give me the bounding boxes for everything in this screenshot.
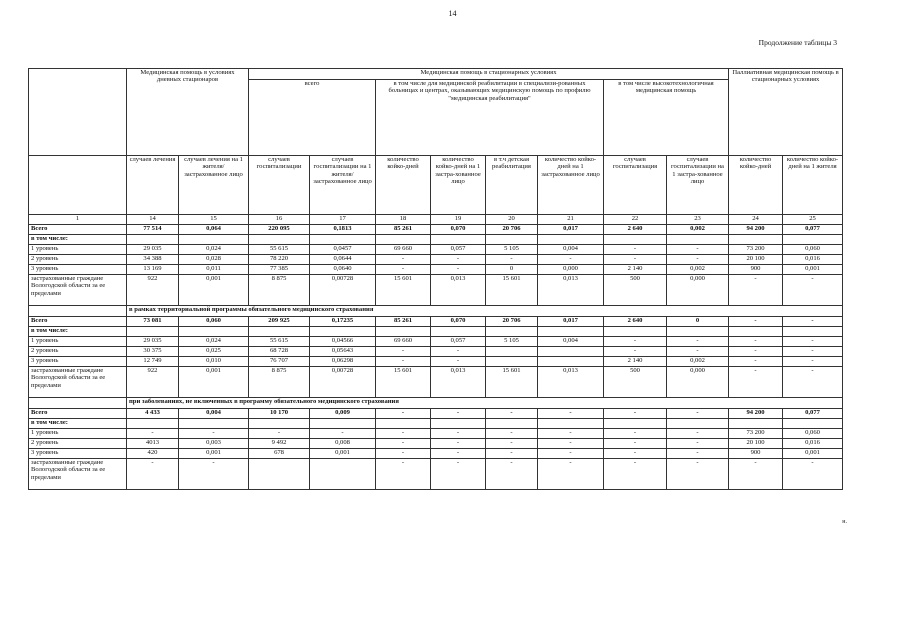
table-cell: - [604,449,667,459]
table-cell: 0,00728 [310,367,376,398]
table-cell: 4 433 [127,409,179,419]
table-cell: 5 105 [486,337,538,347]
table-cell [310,419,376,429]
table-cell: 0,077 [783,225,843,235]
table-cell [604,327,667,337]
table-cell [538,327,604,337]
row-label: 2 уровень [29,347,127,357]
table-cell: 0,016 [783,255,843,265]
table-cell [249,327,310,337]
table-cell: - [376,357,431,367]
table-cell: 0,057 [431,245,486,255]
table-cell: 0,004 [179,409,249,419]
column-number: 17 [310,215,376,225]
table-cell: 8 875 [249,367,310,398]
table-cell: 922 [127,367,179,398]
table-cell [249,459,310,490]
table-cell: - [667,337,729,347]
table-cell: 0,013 [538,275,604,306]
table-cell: 20 100 [729,255,783,265]
data-table [28,68,843,490]
table-cell [783,327,843,337]
table-cell: 30 375 [127,347,179,357]
table-cell [667,235,729,245]
table-cell: - [431,439,486,449]
table-cell: - [127,429,179,439]
column-header: случаев госпитализации на 1 застра-хованное лицо [667,156,729,215]
table-cell: - [783,459,843,490]
table-cell: 55 615 [249,245,310,255]
table-cell: 0,077 [783,409,843,419]
table-cell: 900 [729,265,783,275]
table-cell: 0,0644 [310,255,376,265]
table-cell: 0,057 [431,337,486,347]
table-cell: 0,004 [538,337,604,347]
table-cell: - [783,357,843,367]
table-cell: 69 660 [376,337,431,347]
table-cell: 15 601 [376,275,431,306]
table-cell: 0,016 [783,439,843,449]
column-number: 22 [604,215,667,225]
table-cell: 0,04566 [310,337,376,347]
table-cell: 0,000 [667,275,729,306]
table-cell: 8 875 [249,275,310,306]
table-cell [179,419,249,429]
table-row [29,367,843,398]
table-cell [604,419,667,429]
table-cell: - [729,317,783,327]
table-cell: - [486,459,538,490]
table-cell: - [667,347,729,357]
column-number: 25 [783,215,843,225]
table-cell: 0,17235 [310,317,376,327]
table-cell: 13 169 [127,265,179,275]
column-number: 21 [538,215,604,225]
row-label: 3 уровень [29,357,127,367]
section-row [29,398,843,409]
row-label: 1 уровень [29,337,127,347]
table-cell: 0,004 [538,245,604,255]
table-cell: 77 514 [127,225,179,235]
table-cell: - [376,449,431,459]
table-cell: 10 170 [249,409,310,419]
column-header: количество койко-дней [729,156,783,215]
column-header: количество койко-дней на 1 застрахованное лицо [538,156,604,215]
table-cell: - [729,337,783,347]
table-cell: - [604,439,667,449]
table-cell: 0,013 [538,367,604,398]
table-row [29,459,843,490]
table-cell: 0 [486,265,538,275]
table-row [29,357,843,367]
table-cell [127,327,179,337]
table-cell: 0,070 [431,225,486,235]
table-cell: - [667,459,729,490]
table-cell: 78 220 [249,255,310,265]
table-cell: 0,000 [667,367,729,398]
column-header: случаев госпитализации [249,156,310,215]
table-cell: - [538,409,604,419]
table-cell: - [431,409,486,419]
column-number: 20 [486,215,538,225]
table-cell: 15 601 [486,275,538,306]
row-label: в том числе: [29,235,127,245]
table-cell: 0,060 [179,317,249,327]
table-cell: - [729,347,783,357]
table-cell: - [376,265,431,275]
table-cell: 0,06298 [310,357,376,367]
stub-header [29,69,127,156]
table-cell: - [604,337,667,347]
table-cell: - [310,429,376,439]
table-cell: - [729,459,783,490]
table-cell: - [376,255,431,265]
table-row [29,409,843,419]
table-cell: 0,001 [783,265,843,275]
table-cell: 0,00728 [310,275,376,306]
column-number: 1 [29,215,127,225]
group-rehab: в том числе для медицинской реабилитации в специализи-рованных больницах и центрах, оказывающих медицинскую помощь по профилю "медицинская реабилитация" [376,80,604,156]
table-cell: 678 [249,449,310,459]
table-cell: 0,001 [179,367,249,398]
table-cell: - [538,429,604,439]
table-cell: - [604,429,667,439]
column-number: 24 [729,215,783,225]
table-cell [538,347,604,357]
group-day-hospital: Медицинская помощь в условиях дневных стационаров [127,69,249,156]
table-cell: - [376,409,431,419]
table-cell: - [667,449,729,459]
table-cell: 15 601 [486,367,538,398]
table-cell: - [486,439,538,449]
section-row [29,306,843,317]
table-cell: 0,024 [179,337,249,347]
table-cell [127,235,179,245]
table-cell: 0,001 [310,449,376,459]
column-header: количество койко-дней на 1 застра-хованное лицо [431,156,486,215]
table-cell: 0,003 [179,439,249,449]
table-cell: 73 200 [729,429,783,439]
table-cell [376,327,431,337]
table-cell [604,235,667,245]
table-cell [179,235,249,245]
table-cell: 0,002 [667,357,729,367]
table-cell [249,235,310,245]
table-cell: 85 261 [376,225,431,235]
table-cell: 500 [604,275,667,306]
table-cell [249,419,310,429]
table-cell: - [604,255,667,265]
table-cell: - [538,459,604,490]
table-cell: 9 492 [249,439,310,449]
row-label: в том числе: [29,327,127,337]
table-cell: 29 035 [127,245,179,255]
table-cell: - [486,409,538,419]
row-label: Всего [29,317,127,327]
table-cell: - [486,255,538,265]
table-row [29,225,843,235]
table-cell [310,459,376,490]
table-cell: 15 601 [376,367,431,398]
table-cell: 0,011 [179,265,249,275]
table-cell [729,327,783,337]
table-cell: 0,0457 [310,245,376,255]
table-cell: - [486,449,538,459]
table-row [29,327,843,337]
column-header: случаев госпитализации на 1 жителя/ застрахованное лицо [310,156,376,215]
table-cell: 0 [667,317,729,327]
table-cell: 0,001 [179,449,249,459]
table-cell [310,235,376,245]
table-cell [729,235,783,245]
page-number: 14 [448,9,457,18]
table-cell: 76 707 [249,357,310,367]
table-cell: - [179,429,249,439]
table-cell: - [431,449,486,459]
row-label: 3 уровень [29,449,127,459]
table-cell: - [538,255,604,265]
table-cell: - [538,439,604,449]
table-cell: - [604,459,667,490]
table-cell: - [538,449,604,459]
table-cell [486,419,538,429]
group-palliative: Паллиативная медицинская помощь в стационарных условиях [729,69,843,156]
column-number: 18 [376,215,431,225]
table-cell: 220 095 [249,225,310,235]
table-cell: 0,0640 [310,265,376,275]
table-cell: 0,010 [179,357,249,367]
table-cell [486,347,538,357]
table-cell [667,327,729,337]
table-cell: - [783,275,843,306]
table-cell: 29 035 [127,337,179,347]
table-cell: - [604,245,667,255]
table-cell: 2 140 [604,357,667,367]
table-cell: 68 728 [249,347,310,357]
column-number: 16 [249,215,310,225]
column-number: 14 [127,215,179,225]
row-label: в том числе: [29,419,127,429]
table-cell [431,327,486,337]
row-label: Всего [29,225,127,235]
table-cell: 0,001 [179,275,249,306]
table-row [29,275,843,306]
row-label: застрахованные граждане Вологодской области за ее пределами [29,275,127,306]
table-cell: - [179,459,249,490]
table-cell [127,419,179,429]
table-cell: - [604,347,667,357]
table-cell: 0,025 [179,347,249,357]
table-cell: 0,05643 [310,347,376,357]
section-title: при заболеваниях, не включенных в программу обязательного медицинского страхования [127,398,843,409]
column-header: случаев лечения [127,156,179,215]
table-cell [431,419,486,429]
table-cell: 73 081 [127,317,179,327]
continuation-caption: Продолжение таблицы 3 [758,38,837,47]
table-cell: - [376,459,431,490]
table-cell: 0,001 [783,449,843,459]
stub-header-cell [29,156,127,215]
table-cell [486,327,538,337]
table-cell: 0,013 [431,275,486,306]
table-row [29,347,843,357]
table-cell [783,419,843,429]
row-label: 2 уровень [29,255,127,265]
table-cell [486,357,538,367]
table-cell: 0,002 [667,265,729,275]
table-cell: 500 [604,367,667,398]
table-cell: - [604,409,667,419]
column-header: количество койко-дней на 1 жителя [783,156,843,215]
table-cell: 2 140 [604,265,667,275]
group-total: всего [249,80,376,156]
table-cell: - [729,275,783,306]
table-cell [310,327,376,337]
table-cell [538,419,604,429]
table-cell: 77 385 [249,265,310,275]
table-cell: - [431,265,486,275]
table-cell: - [486,429,538,439]
table-row [29,255,843,265]
table-cell [783,235,843,245]
column-number: 23 [667,215,729,225]
table-cell: 0,002 [667,225,729,235]
corner-mark: н. [842,519,847,525]
table-cell [538,357,604,367]
table-cell: 5 105 [486,245,538,255]
table-cell: 20 100 [729,439,783,449]
column-header: случаев госпитализация [604,156,667,215]
row-label: застрахованные граждане Вологодской области за ее пределами [29,459,127,490]
table-cell: - [729,357,783,367]
table-cell: - [667,429,729,439]
table-cell: 0,017 [538,317,604,327]
table-cell: 420 [127,449,179,459]
section-title: в рамках территориальной программы обязательного медицинского страхования [127,306,843,317]
table-row [29,429,843,439]
table-cell: - [127,459,179,490]
table-cell: 0,009 [310,409,376,419]
table-cell: 12 749 [127,357,179,367]
table-cell: - [729,367,783,398]
table-cell: - [667,255,729,265]
row-label: 1 уровень [29,429,127,439]
table-cell: 85 261 [376,317,431,327]
table-cell: 55 615 [249,337,310,347]
table-cell: - [376,347,431,357]
table-row [29,235,843,245]
table-cell: - [783,317,843,327]
row-label: 1 уровень [29,245,127,255]
table-cell: - [431,429,486,439]
table-cell: 0,1813 [310,225,376,235]
table-cell [179,327,249,337]
table-cell: 4013 [127,439,179,449]
table-cell [431,235,486,245]
table-cell: 922 [127,275,179,306]
table-cell: 0,008 [310,439,376,449]
table-cell: 900 [729,449,783,459]
table-cell: 94 200 [729,409,783,419]
group-inpatient: Медицинская помощь в стационарных условиях [249,69,729,80]
table-cell: 20 706 [486,225,538,235]
row-label: 3 уровень [29,265,127,275]
table-cell: - [431,459,486,490]
table-cell: 69 660 [376,245,431,255]
row-label: застрахованные граждане Вологодской области за ее пределами [29,367,127,398]
table-cell: 20 706 [486,317,538,327]
table-cell: 0,060 [783,245,843,255]
table-row [29,317,843,327]
table-cell: 0,017 [538,225,604,235]
table-cell: - [783,337,843,347]
table-cell [667,419,729,429]
table-cell: - [376,439,431,449]
table-cell: - [431,357,486,367]
column-header: случаев лечения на 1 жителя/ застрахованное лицо [179,156,249,215]
group-hightech: в том числе высокотехнологичная медицинская помощь [604,80,729,156]
table-row [29,419,843,429]
table-row [29,337,843,347]
row-label: 2 уровень [29,439,127,449]
table-cell: 2 640 [604,225,667,235]
table-cell: 0,064 [179,225,249,235]
column-number: 19 [431,215,486,225]
table-cell: - [667,245,729,255]
table-cell: 0,060 [783,429,843,439]
table-cell [486,235,538,245]
table-cell: 94 200 [729,225,783,235]
section-stub [29,306,127,317]
table-cell: 0,070 [431,317,486,327]
table-cell: 0,024 [179,245,249,255]
column-header: количество койко-дней [376,156,431,215]
table-cell: 209 925 [249,317,310,327]
table-row [29,265,843,275]
table-cell: 73 200 [729,245,783,255]
table-cell: 0,013 [431,367,486,398]
table-cell [376,419,431,429]
table-cell: - [783,367,843,398]
table-cell [729,419,783,429]
table-cell: - [667,439,729,449]
table-cell: - [431,347,486,357]
row-label: Всего [29,409,127,419]
table-cell: - [431,255,486,265]
table-cell: 0,028 [179,255,249,265]
table-row [29,245,843,255]
table-cell [538,235,604,245]
table-row [29,439,843,449]
column-number: 15 [179,215,249,225]
table-cell: - [376,429,431,439]
table-cell: 0,000 [538,265,604,275]
section-stub [29,398,127,409]
table-cell: - [667,409,729,419]
table-cell: 34 388 [127,255,179,265]
table-cell [376,235,431,245]
table-cell: - [783,347,843,357]
column-header: в т.ч детская реабилитация [486,156,538,215]
table-row [29,449,843,459]
table-cell: - [249,429,310,439]
table-cell: 2 640 [604,317,667,327]
